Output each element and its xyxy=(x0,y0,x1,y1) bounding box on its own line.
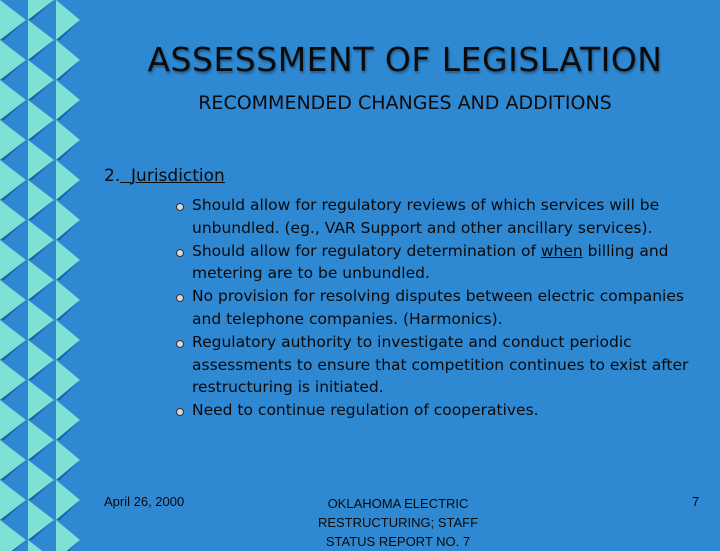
strip-triangle xyxy=(0,160,26,200)
strip-triangle xyxy=(56,360,80,400)
strip-triangle xyxy=(0,240,26,280)
round-bullet-icon xyxy=(176,340,184,348)
bullet-text: No provision for resolving disputes between electric companies and telephone companies. (Harmonics). xyxy=(192,287,684,328)
bullet-text: billing and metering are to be unbundled. xyxy=(192,241,669,283)
section-number: 2. xyxy=(104,166,121,186)
strip-triangle xyxy=(28,260,54,300)
round-bullet-icon xyxy=(176,294,184,302)
strip-triangle xyxy=(28,460,54,500)
strip-triangle xyxy=(28,300,54,340)
bullet-item xyxy=(176,240,706,286)
strip-triangle xyxy=(28,220,54,260)
slide-subtitle: RECOMMENDED CHANGES AND ADDITIONS xyxy=(198,92,612,114)
slide-title: ASSESSMENT OF LEGISLATION xyxy=(147,40,663,79)
strip-triangle xyxy=(28,20,54,60)
strip-triangle xyxy=(56,240,80,280)
strip-triangle xyxy=(0,360,26,400)
strip-triangle xyxy=(56,520,80,551)
strip-triangle xyxy=(56,280,80,320)
bullet-item xyxy=(176,285,706,331)
strip-triangle xyxy=(0,440,26,480)
strip-triangle xyxy=(0,480,26,520)
strip-triangle xyxy=(28,180,54,220)
strip-triangle xyxy=(28,340,54,380)
strip-triangle xyxy=(0,40,26,80)
bullet-text: Need to continue regulation of cooperatives. xyxy=(192,401,539,420)
strip-triangle xyxy=(56,160,80,200)
strip-triangle xyxy=(28,500,54,540)
strip-triangle xyxy=(56,480,80,520)
bullet-item xyxy=(176,194,706,240)
footer-center-text: OKLAHOMA ELECTRIC RESTRUCTURING; STAFF STATUS REPORT NO. 7 xyxy=(317,496,479,549)
strip-triangle xyxy=(56,80,80,120)
strip-triangle xyxy=(28,380,54,420)
round-bullet-icon xyxy=(176,249,184,257)
bullet-text: Should allow for regulatory determination of xyxy=(192,241,541,260)
strip-triangle xyxy=(0,400,26,440)
strip-triangle xyxy=(0,200,26,240)
strip-triangle xyxy=(56,200,80,240)
strip-triangle xyxy=(0,280,26,320)
strip-triangle xyxy=(56,0,80,40)
decorative-triangle-strip xyxy=(0,0,84,540)
strip-triangle xyxy=(28,100,54,140)
bullet-item xyxy=(176,331,706,399)
strip-triangle xyxy=(0,520,26,551)
round-bullet-icon xyxy=(176,203,184,211)
strip-triangle xyxy=(28,60,54,100)
footer-page-number: 7 xyxy=(692,494,700,509)
strip-triangle xyxy=(0,80,26,120)
strip-triangle xyxy=(56,440,80,480)
bullet-text: Regulatory authority to investigate and conduct periodic assessments to ensure that competition continues to exist after restructuring is initiated. xyxy=(192,332,689,397)
section-heading-label: Jurisdiction xyxy=(131,166,225,186)
strip-triangle xyxy=(0,320,26,360)
strip-triangle xyxy=(28,420,54,460)
bullet-list xyxy=(176,194,706,422)
strip-triangle xyxy=(56,400,80,440)
strip-triangle xyxy=(56,320,80,360)
strip-triangle xyxy=(28,140,54,180)
bullet-item xyxy=(176,399,706,422)
footer-date: April 26, 2000 xyxy=(104,494,185,509)
strip-triangle xyxy=(0,0,26,40)
round-bullet-icon xyxy=(176,408,184,416)
strip-triangle xyxy=(56,120,80,160)
triangle-pattern-icon xyxy=(0,0,84,540)
section-heading xyxy=(104,166,225,186)
bullet-text: Should allow for regulatory reviews of which services will be unbundled. (eg., VAR Support and other ancillary services). xyxy=(192,196,660,237)
underlined-emphasis: when xyxy=(540,241,583,260)
strip-triangle xyxy=(56,40,80,80)
strip-triangle xyxy=(28,540,54,551)
strip-triangle xyxy=(0,120,26,160)
